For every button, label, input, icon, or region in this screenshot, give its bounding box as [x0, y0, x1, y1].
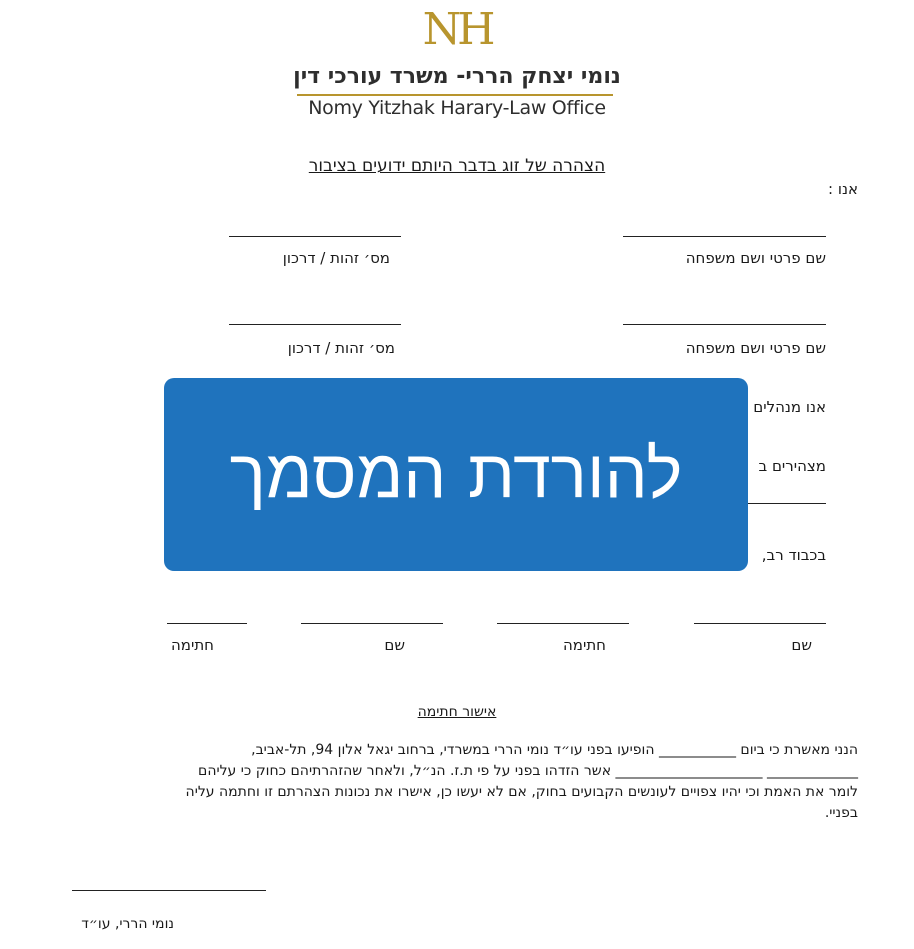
id-line-2 — [229, 324, 401, 325]
sig-name-line-2 — [301, 623, 443, 624]
full-name-label-2: שם פרטי ושם משפחה — [685, 339, 826, 357]
signature-sign-label-2: חתימה — [170, 636, 214, 654]
download-document-button[interactable] — [164, 378, 748, 571]
logo-hebrew-name: נומי יצחק הררי- משרד עורכי דין — [293, 64, 621, 89]
confirmation-line-2: _____________ _____________________ אשר הזדהו בפני על פי ת.ז. הנ״ל, ולאחר שהזהרתיהם כחוק כי עליהם — [198, 763, 858, 779]
signature-name-label-1: שם — [791, 636, 812, 654]
logo-mark: NH — [422, 4, 492, 55]
sig-sign-line-2 — [167, 623, 247, 624]
regards-text: בכבוד רב, — [761, 546, 826, 564]
lawyer-name: נומי הררי, עו״ד — [81, 916, 174, 932]
logo-divider — [297, 94, 613, 96]
confirmation-line-4: בפניי. — [824, 805, 858, 821]
id-label-1: מס׳ זהות / דרכון — [282, 249, 390, 267]
id-line-1 — [229, 236, 401, 237]
partial-text-1: אנו מנהלים — [753, 398, 826, 416]
sig-name-line-1 — [694, 623, 826, 624]
lawyer-signature-line — [72, 890, 266, 891]
id-label-2: מס׳ זהות / דרכון — [287, 339, 395, 357]
signature-name-label-2: שם — [384, 636, 405, 654]
signature-sign-label-1: חתימה — [562, 636, 606, 654]
confirmation-paragraph — [70, 740, 858, 824]
we-label: אנו : — [828, 180, 858, 198]
name-line-2 — [623, 324, 826, 325]
partial-line — [748, 503, 826, 504]
full-name-label-1: שם פרטי ושם משפחה — [685, 249, 826, 267]
confirmation-line-1: הנני מאשרת כי ביום ___________ הופיעו בפני עו״ד נומי הררי במשרדי, ברחוב יגאל אלון 94, תל-אביב, — [251, 742, 858, 758]
sig-sign-line-1 — [497, 623, 629, 624]
logo-english-name: Nomy Yitzhak Harary-Law Office — [308, 97, 606, 119]
name-line-1 — [623, 236, 826, 237]
document-title: הצהרה של זוג בדבר היותם ידועים בציבור — [308, 156, 606, 176]
confirmation-line-3: לומר את האמת וכי יהיו צפויים לעונשים הקבועים בחוק, אם לא יעשו כן, אישרו את נכונות הצהרתם זו וחתמה עליה — [185, 784, 858, 800]
download-button-label: להורדת המסמך — [229, 435, 683, 514]
partial-text-2: מצהירים ב — [758, 457, 826, 475]
confirmation-title: אישור חתימה — [417, 704, 497, 720]
